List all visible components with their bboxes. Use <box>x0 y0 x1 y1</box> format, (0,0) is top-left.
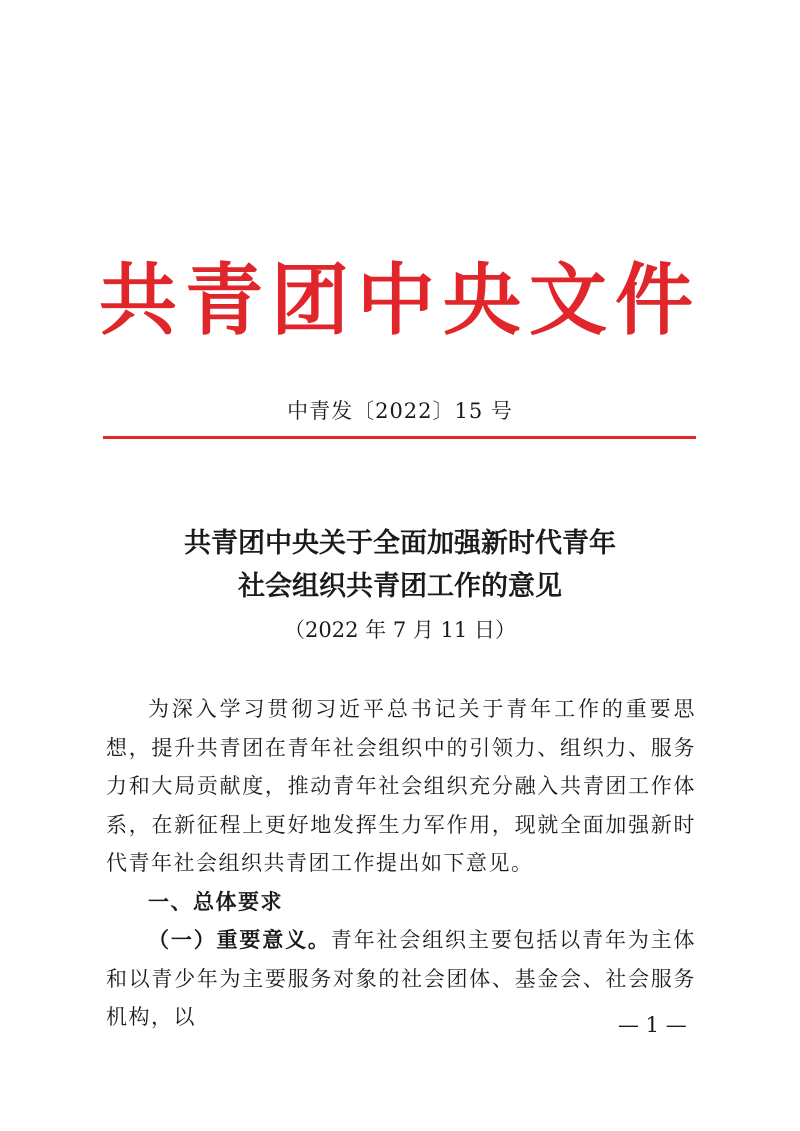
page-number: — 1 — <box>618 1013 687 1037</box>
subsection-text: 青年社会组织主要包括以青年为主体和以青少年为主要服务对象的社会团体、基金会、社会服务机构，以 <box>106 928 697 1029</box>
document-body <box>106 690 696 1037</box>
document-title-line-1: 共青团中央关于全面加强新时代青年 <box>184 528 616 559</box>
intro-paragraph: 为深入学习贯彻习近平总书记关于青年工作的重要思想，提升共青团在青年社会组织中的引领力、组织力、服务力和大局贡献度，推动青年社会组织充分融入共青团工作体系，在新征程上更好地发挥生力军作用，现就全面加强新时代青年社会组织共青团工作提出如下意见。 <box>106 697 696 875</box>
subsection-heading: （一）重要意义。 <box>148 928 331 952</box>
section-heading: 一、总体要求 <box>148 889 283 914</box>
red-divider-line <box>103 436 696 439</box>
subsection-paragraph <box>106 921 696 1037</box>
document-title-line-2: 社会组织共青团工作的意见 <box>238 571 562 602</box>
document-date: （2022 年 7 月 11 日） <box>284 618 516 642</box>
masthead-title: 共青团中央文件 <box>98 256 701 346</box>
document-number: 中青发〔2022〕15 号 <box>287 399 513 423</box>
